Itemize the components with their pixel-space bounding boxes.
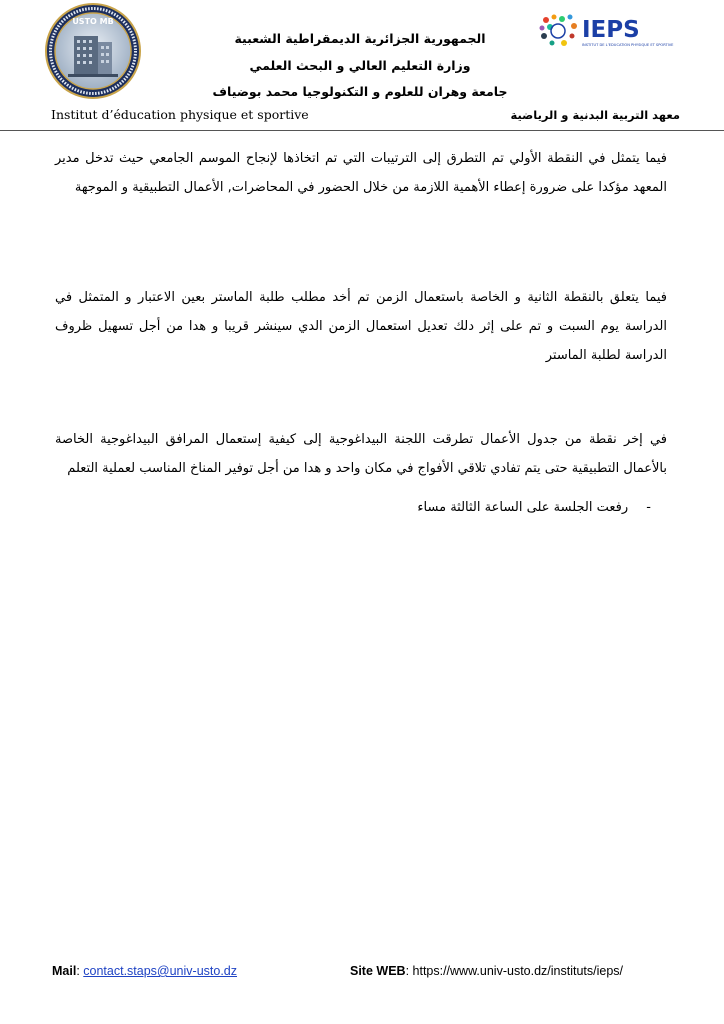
ieps-logo-subtext: INSTITUT DE L’EDUCATION PHYSIQUE ET SPORTIVE: [582, 43, 674, 47]
closing-text: رفعت الجلسة على الساعة الثالثة مساء: [417, 500, 629, 515]
header-ministry: وزارة التعليم العالي و البحث العلمي: [249, 58, 471, 73]
paragraph-3: في إخر نقطة من جدول الأعمال تطرقت اللجنة البيداغوجية إلى كيفية إستعمال المرافق البيداغوجية الخاصة بالأعمال التطبيقية حتى يتم تفادي تلاقي الأفواج في مكان واحد و هدا من أجل توفير المناخ المناسب لعملية التعلم: [55, 432, 667, 476]
website-separator: :: [405, 964, 413, 978]
paragraph-1: فيما يتمثل في النقطة الأولي تم التطرق إلى الترتيبات التي تم اتخاذها لإنجاح الموسم الجامعي حيث تدخل مدير المعهد مؤكدا على ضرورة إعطاء الأهمية اللازمة من خلال الحضور في المحاضرات, الأعمال التطبيقية و الموجهة: [55, 151, 667, 195]
footer-mail: [52, 964, 237, 978]
header-country: الجمهورية الجزائرية الديمقراطية الشعبية: [234, 31, 486, 46]
university-seal-logo: [44, 2, 142, 100]
ieps-logo: [536, 12, 684, 52]
website-label: Site WEB: [350, 964, 406, 978]
header-divider: [0, 130, 724, 131]
paragraph-2: فيما يتعلق بالنقطة الثانية و الخاصة باستعمال الزمن تم أخد مطلب طلبة الماستر بعين الاعتبار و المتمثل في الدراسة يوم السبت و تم على إثر دلك تعديل استعمال الزمن الدي سينشر قريبا و هدا من أجل تسهيل ظروف الدراسة لطلبة الماستر: [55, 290, 667, 363]
mail-link[interactable]: contact.staps@univ-usto.dz: [83, 964, 238, 978]
mail-separator: :: [76, 964, 84, 978]
ieps-logo-text: IEPS: [582, 17, 640, 43]
mail-label: Mail: [52, 964, 77, 978]
header-university: جامعة وهران للعلوم و التكنولوجيا محمد بوضياف: [212, 84, 508, 99]
institute-name-fr: Institut d’éducation physique et sportive: [51, 107, 309, 122]
closing-bullet: [417, 500, 651, 515]
ieps-colored-dots-icon: [540, 15, 578, 47]
footer-website: [350, 964, 623, 978]
institute-name-ar: معهد التربية البدنية و الرياضية: [510, 108, 680, 122]
website-url: https://www.univ-usto.dz/instituts/ieps/: [412, 964, 624, 978]
bullet-dash: -: [646, 500, 651, 515]
seal-text: USTO MB: [72, 17, 114, 26]
